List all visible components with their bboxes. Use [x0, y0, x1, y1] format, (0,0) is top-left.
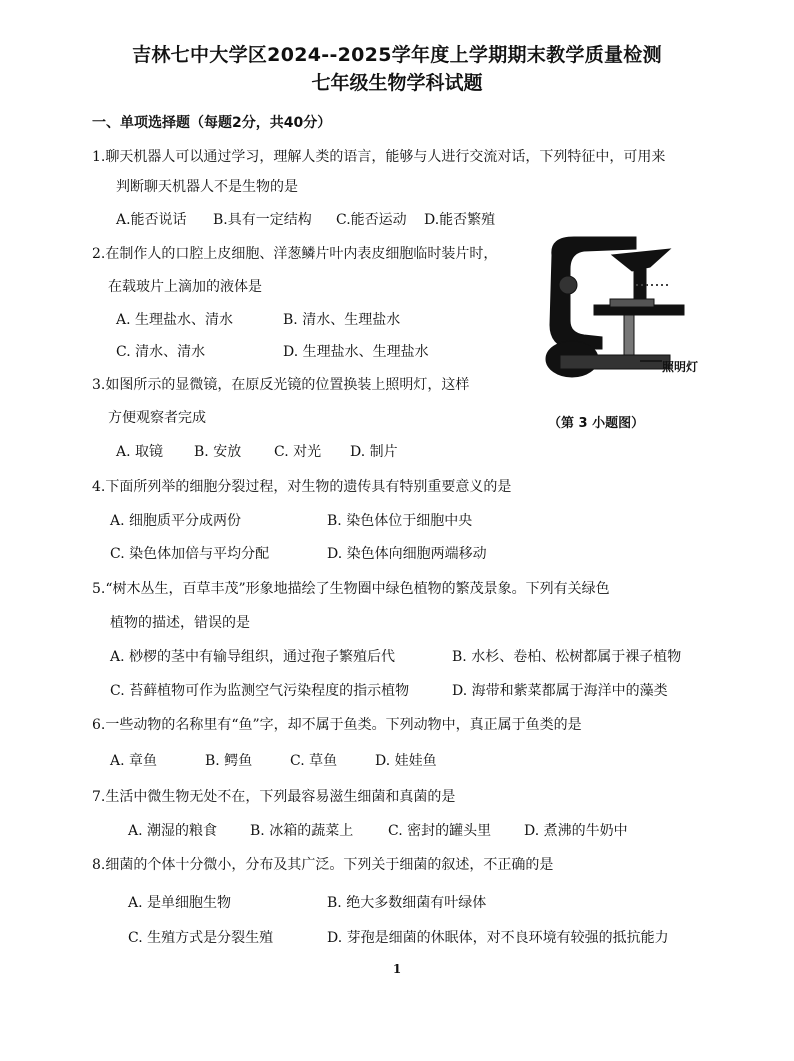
q5-option-a: A. 桫椤的茎中有输导组织，通过孢子繁殖后代: [110, 649, 396, 665]
question-2-stem: 2.在制作人的口腔上皮细胞、洋葱鳞片叶内表皮细胞临时装片时，: [92, 246, 498, 262]
q5-option-b: B. 水杉、卷柏、松树都属于裸子植物: [452, 649, 682, 665]
q7-option-a: A. 潮湿的粮食: [128, 823, 218, 839]
question-7-stem: 7.生活中微生物无处不在，下列最容易滋生细菌和真菌的是: [92, 789, 456, 805]
exam-title: 吉林七中大学区2024--2025学年度上学期期末教学质量检测: [132, 44, 662, 66]
q4-option-c: C. 染色体加倍与平均分配: [110, 546, 270, 562]
q1-option-c: C.能否运动: [336, 212, 407, 228]
q3-option-d: D. 制片: [350, 444, 398, 460]
question-4-stem: 4.下面所列举的细胞分裂过程，对生物的遗传具有特别重要意义的是: [92, 479, 512, 495]
question-5-stem: 5.“树木丛生，百草丰茂”形象地描绘了生物圈中绿色植物的繁茂景象。下列有关绿色: [92, 581, 610, 597]
q8-option-d: D. 芽孢是细菌的休眠体，对不良环境有较强的抵抗能力: [327, 930, 669, 946]
q1-option-b: B.具有一定结构: [213, 212, 312, 228]
question-6-stem: 6.一些动物的名称里有“鱼”字，却不属于鱼类。下列动物中，真正属于鱼类的是: [92, 717, 582, 733]
q1-option-d: D.能否繁殖: [424, 212, 496, 228]
q6-option-b: B. 鳄鱼: [205, 753, 253, 769]
q4-option-d: D. 染色体向细胞两端移动: [327, 546, 487, 562]
q6-option-c: C. 草鱼: [290, 753, 338, 769]
lamp-label: 照明灯: [662, 360, 699, 374]
q3-option-b: B. 安放: [194, 444, 242, 460]
q2-option-c: C. 清水、清水: [116, 344, 206, 360]
question-3-stem-cont: 方便观察者完成: [108, 410, 206, 426]
q8-option-b: B. 绝大多数细菌有叶绿体: [327, 895, 487, 911]
question-3-stem: 3.如图所示的显微镜，在原反光镜的位置换装上照明灯，这样: [92, 377, 470, 393]
q4-option-a: A. 细胞质平分成两份: [110, 513, 242, 529]
q8-option-c: C. 生殖方式是分裂生殖: [128, 930, 274, 946]
q2-option-b: B. 清水、生理盐水: [283, 312, 401, 328]
page-number: 1: [392, 962, 402, 976]
q3-option-c: C. 对光: [274, 444, 322, 460]
question-1-stem-cont: 判断聊天机器人不是生物的是: [116, 179, 298, 195]
q2-option-a: A. 生理盐水、清水: [116, 312, 234, 328]
q5-option-c: C. 苔藓植物可作为监测空气污染程度的指示植物: [110, 683, 410, 699]
exam-subtitle: 七年级生物学科试题: [311, 72, 483, 94]
q5-option-d: D. 海带和紫菜都属于海洋中的藻类: [452, 683, 668, 699]
q2-option-d: D. 生理盐水、生理盐水: [283, 344, 429, 360]
q1-option-a: A.能否说话: [116, 212, 187, 228]
q7-option-d: D. 煮沸的牛奶中: [524, 823, 628, 839]
q7-option-b: B. 冰箱的蔬菜上: [250, 823, 354, 839]
q6-option-a: A. 章鱼: [110, 753, 158, 769]
question-5-stem-cont: 植物的描述，错误的是: [110, 615, 250, 631]
question-2-stem-cont: 在载玻片上滴加的液体是: [108, 279, 262, 295]
q4-option-b: B. 染色体位于细胞中央: [327, 513, 473, 529]
q3-option-a: A. 取镜: [116, 444, 164, 460]
q7-option-c: C. 密封的罐头里: [388, 823, 492, 839]
question-8-stem: 8.细菌的个体十分微小，分布及其广泛。下列关于细菌的叙述，不正确的是: [92, 857, 554, 873]
figure-caption: （第 3 小题图）: [548, 416, 645, 431]
q6-option-d: D. 娃娃鱼: [375, 753, 437, 769]
q8-option-a: A. 是单细胞生物: [128, 895, 232, 911]
section-heading: 一、单项选择题（每题2分，共40分）: [92, 115, 332, 131]
question-1-stem: 1.聊天机器人可以通过学习，理解人类的语言，能够与人进行交流对话，下列特征中，可用来: [92, 149, 666, 165]
